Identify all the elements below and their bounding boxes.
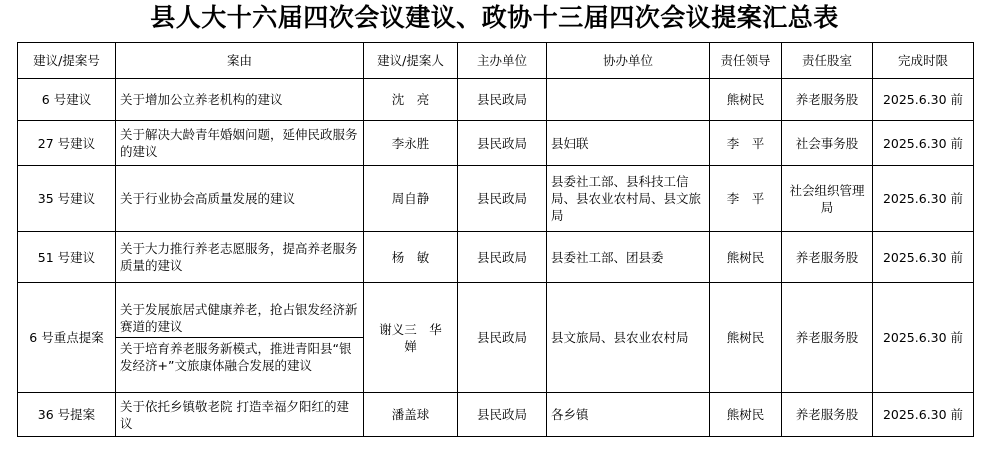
proposal-number: 6 号重点提案 bbox=[18, 283, 116, 393]
table-row bbox=[18, 121, 974, 166]
lead-unit: 县民政局 bbox=[458, 121, 547, 166]
deadline: 2025.6.30 前 bbox=[873, 166, 974, 232]
proposal-number: 35 号建议 bbox=[18, 166, 116, 232]
proposer: 李永胜 bbox=[364, 121, 458, 166]
responsible-office: 养老服务股 bbox=[782, 393, 873, 437]
lead-unit: 县民政局 bbox=[458, 283, 547, 393]
assist-unit: 县妇联 bbox=[547, 121, 710, 166]
assist-unit: 县委社工部、团县委 bbox=[547, 232, 710, 283]
proposer: 谢义三 华 婵 bbox=[364, 283, 458, 393]
table-row bbox=[18, 283, 974, 393]
header-cell: 协办单位 bbox=[547, 43, 710, 79]
proposal-number: 27 号建议 bbox=[18, 121, 116, 166]
header-cell: 完成时限 bbox=[873, 43, 974, 79]
assist-unit: 各乡镇 bbox=[547, 393, 710, 437]
assist-unit: 县文旅局、县农业农村局 bbox=[547, 283, 710, 393]
proposer: 杨 敏 bbox=[364, 232, 458, 283]
header-cell: 主办单位 bbox=[458, 43, 547, 79]
header-cell: 建议/提案号 bbox=[18, 43, 116, 79]
proposal-number: 36 号提案 bbox=[18, 393, 116, 437]
responsible-office: 社会事务股 bbox=[782, 121, 873, 166]
proposal-subject bbox=[116, 283, 364, 393]
proposal-number: 51 号建议 bbox=[18, 232, 116, 283]
responsible-leader: 熊树民 bbox=[710, 232, 782, 283]
proposal-subject: 关于大力推行养老志愿服务，提高养老服务质量的建议 bbox=[116, 232, 364, 283]
page-title: 县人大十六届四次会议建议、政协十三届四次会议提案汇总表 bbox=[150, 3, 839, 32]
table-header-row bbox=[18, 43, 974, 79]
deadline: 2025.6.30 前 bbox=[873, 79, 974, 121]
responsible-leader: 李 平 bbox=[710, 121, 782, 166]
deadline: 2025.6.30 前 bbox=[873, 121, 974, 166]
proposal-subject-line: 关于培育养老服务新模式，推进青阳县“银发经济+”文旅康体融合发展的建议 bbox=[116, 337, 363, 374]
proposal-subject: 关于依托乡镇敬老院 打造幸福夕阳红的建议 bbox=[116, 393, 364, 437]
responsible-office: 社会组织管理局 bbox=[782, 166, 873, 232]
header-cell: 建议/提案人 bbox=[364, 43, 458, 79]
header-cell: 责任领导 bbox=[710, 43, 782, 79]
deadline: 2025.6.30 前 bbox=[873, 283, 974, 393]
responsible-office: 养老服务股 bbox=[782, 79, 873, 121]
lead-unit: 县民政局 bbox=[458, 232, 547, 283]
proposal-subject: 关于行业协会高质量发展的建议 bbox=[116, 166, 364, 232]
responsible-leader: 李 平 bbox=[710, 166, 782, 232]
responsible-leader: 熊树民 bbox=[710, 283, 782, 393]
deadline: 2025.6.30 前 bbox=[873, 393, 974, 437]
header-cell: 案由 bbox=[116, 43, 364, 79]
responsible-leader: 熊树民 bbox=[710, 393, 782, 437]
header-cell: 责任股室 bbox=[782, 43, 873, 79]
responsible-office: 养老服务股 bbox=[782, 283, 873, 393]
lead-unit: 县民政局 bbox=[458, 79, 547, 121]
responsible-office: 养老服务股 bbox=[782, 232, 873, 283]
proposal-summary-table bbox=[17, 42, 974, 437]
proposal-number: 6 号建议 bbox=[18, 79, 116, 121]
proposer: 潘盖球 bbox=[364, 393, 458, 437]
proposer: 周自静 bbox=[364, 166, 458, 232]
assist-unit bbox=[547, 79, 710, 121]
table-row bbox=[18, 166, 974, 232]
deadline: 2025.6.30 前 bbox=[873, 232, 974, 283]
table-row bbox=[18, 79, 974, 121]
proposal-subject: 关于增加公立养老机构的建议 bbox=[116, 79, 364, 121]
proposer: 沈 亮 bbox=[364, 79, 458, 121]
assist-unit: 县委社工部、县科技工信局、县农业农村局、县文旅局 bbox=[547, 166, 710, 232]
lead-unit: 县民政局 bbox=[458, 393, 547, 437]
proposal-subject-line: 关于发展旅居式健康养老，抢占银发经济新赛道的建议 bbox=[120, 302, 358, 334]
proposal-subject: 关于解决大龄青年婚姻问题，延伸民政服务的建议 bbox=[116, 121, 364, 166]
table-row bbox=[18, 393, 974, 437]
table-row bbox=[18, 232, 974, 283]
responsible-leader: 熊树民 bbox=[710, 79, 782, 121]
lead-unit: 县民政局 bbox=[458, 166, 547, 232]
